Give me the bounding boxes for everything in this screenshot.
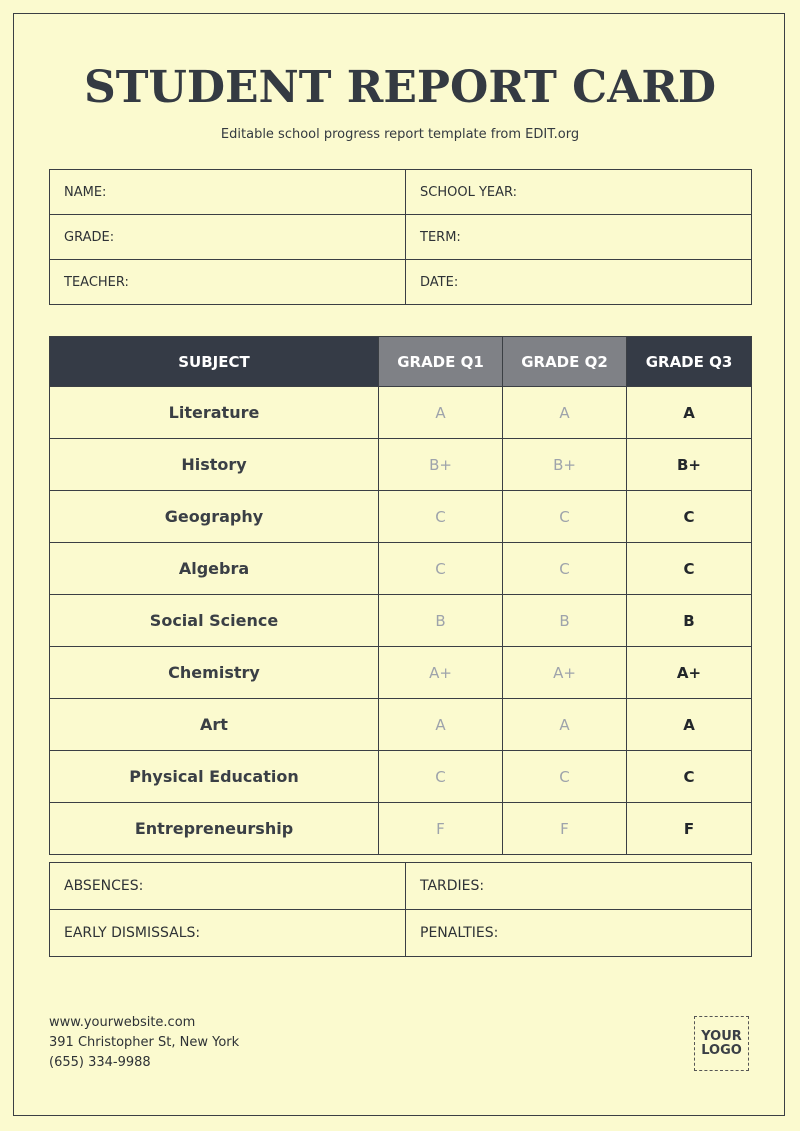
subject-cell: Social Science: [50, 595, 379, 647]
grade-q1-cell: C: [379, 751, 503, 803]
grade-q3-cell: A: [627, 387, 752, 439]
grade-field[interactable]: [50, 215, 406, 260]
absences-label: ABSENCES:: [64, 878, 144, 894]
table-row: [50, 439, 752, 491]
logo-line-1: YOUR: [701, 1028, 742, 1044]
grade-q1-header: GRADE Q1: [379, 337, 503, 387]
grade-q1-cell: A+: [379, 647, 503, 699]
logo-placeholder: [694, 1016, 749, 1071]
school-year-field[interactable]: [406, 170, 752, 215]
table-row: [50, 647, 752, 699]
grade-q2-cell: B+: [503, 439, 627, 491]
logo-line-2: LOGO: [701, 1042, 742, 1058]
table-row: [50, 803, 752, 855]
penalties-label: PENALTIES:: [420, 925, 499, 941]
grade-q2-cell: F: [503, 803, 627, 855]
table-row: [50, 491, 752, 543]
grade-q2-cell: A: [503, 387, 627, 439]
subject-cell: Geography: [50, 491, 379, 543]
tardies-field[interactable]: [406, 863, 752, 910]
grade-q1-cell: F: [379, 803, 503, 855]
grade-q2-cell: A+: [503, 647, 627, 699]
grade-q3-cell: F: [627, 803, 752, 855]
contact-info: [49, 1013, 239, 1073]
table-row: [50, 751, 752, 803]
phone-text: (655) 334-9988: [49, 1055, 151, 1070]
grade-q3-header: GRADE Q3: [627, 337, 752, 387]
grade-q1-cell: A: [379, 699, 503, 751]
school-year-label: SCHOOL YEAR:: [420, 184, 518, 200]
grade-q3-cell: C: [627, 543, 752, 595]
grade-q1-cell: A: [379, 387, 503, 439]
grades-table: [49, 336, 752, 855]
address-text: 391 Christopher St, New York: [49, 1035, 240, 1050]
grade-q1-cell: C: [379, 543, 503, 595]
subject-cell: Physical Education: [50, 751, 379, 803]
subject-cell: Entrepreneurship: [50, 803, 379, 855]
date-field[interactable]: [406, 260, 752, 305]
subject-cell: Art: [50, 699, 379, 751]
grade-q2-cell: C: [503, 491, 627, 543]
grade-q2-cell: B: [503, 595, 627, 647]
table-row: [50, 387, 752, 439]
tardies-label: TARDIES:: [420, 878, 485, 894]
grade-q2-cell: C: [503, 751, 627, 803]
subject-cell: History: [50, 439, 379, 491]
subject-header: SUBJECT: [50, 337, 379, 387]
grade-q2-cell: C: [503, 543, 627, 595]
attendance-table: [49, 862, 752, 957]
penalties-field[interactable]: [406, 910, 752, 957]
subject-cell: Algebra: [50, 543, 379, 595]
table-row: [50, 699, 752, 751]
grade-q3-cell: B: [627, 595, 752, 647]
student-info-table: [49, 169, 752, 305]
grade-q3-cell: A: [627, 699, 752, 751]
subject-cell: Chemistry: [50, 647, 379, 699]
grade-q1-cell: C: [379, 491, 503, 543]
grade-q3-cell: C: [627, 751, 752, 803]
grade-q3-cell: B+: [627, 439, 752, 491]
subject-cell: Literature: [50, 387, 379, 439]
website-link[interactable]: www.yourwebsite.com: [49, 1015, 196, 1030]
grades-header-row: [50, 337, 752, 387]
grade-q1-cell: B: [379, 595, 503, 647]
date-label: DATE:: [420, 274, 459, 290]
grade-q1-cell: B+: [379, 439, 503, 491]
teacher-label: TEACHER:: [64, 274, 129, 290]
page-subtitle: Editable school progress report template from EDIT.org: [220, 127, 580, 142]
term-label: TERM:: [420, 229, 461, 245]
name-label: NAME:: [64, 184, 107, 200]
early-dismissals-label: EARLY DISMISSALS:: [64, 925, 201, 941]
grade-label: GRADE:: [64, 229, 115, 245]
teacher-field[interactable]: [50, 260, 406, 305]
table-row: [50, 595, 752, 647]
name-field[interactable]: [50, 170, 406, 215]
table-row: [50, 543, 752, 595]
grade-q3-cell: A+: [627, 647, 752, 699]
absences-field[interactable]: [50, 863, 406, 910]
term-field[interactable]: [406, 215, 752, 260]
page-title: STUDENT REPORT CARD: [83, 62, 717, 113]
grade-q2-header: GRADE Q2: [503, 337, 627, 387]
grade-q2-cell: A: [503, 699, 627, 751]
early-dismissals-field[interactable]: [50, 910, 406, 957]
grade-q3-cell: C: [627, 491, 752, 543]
